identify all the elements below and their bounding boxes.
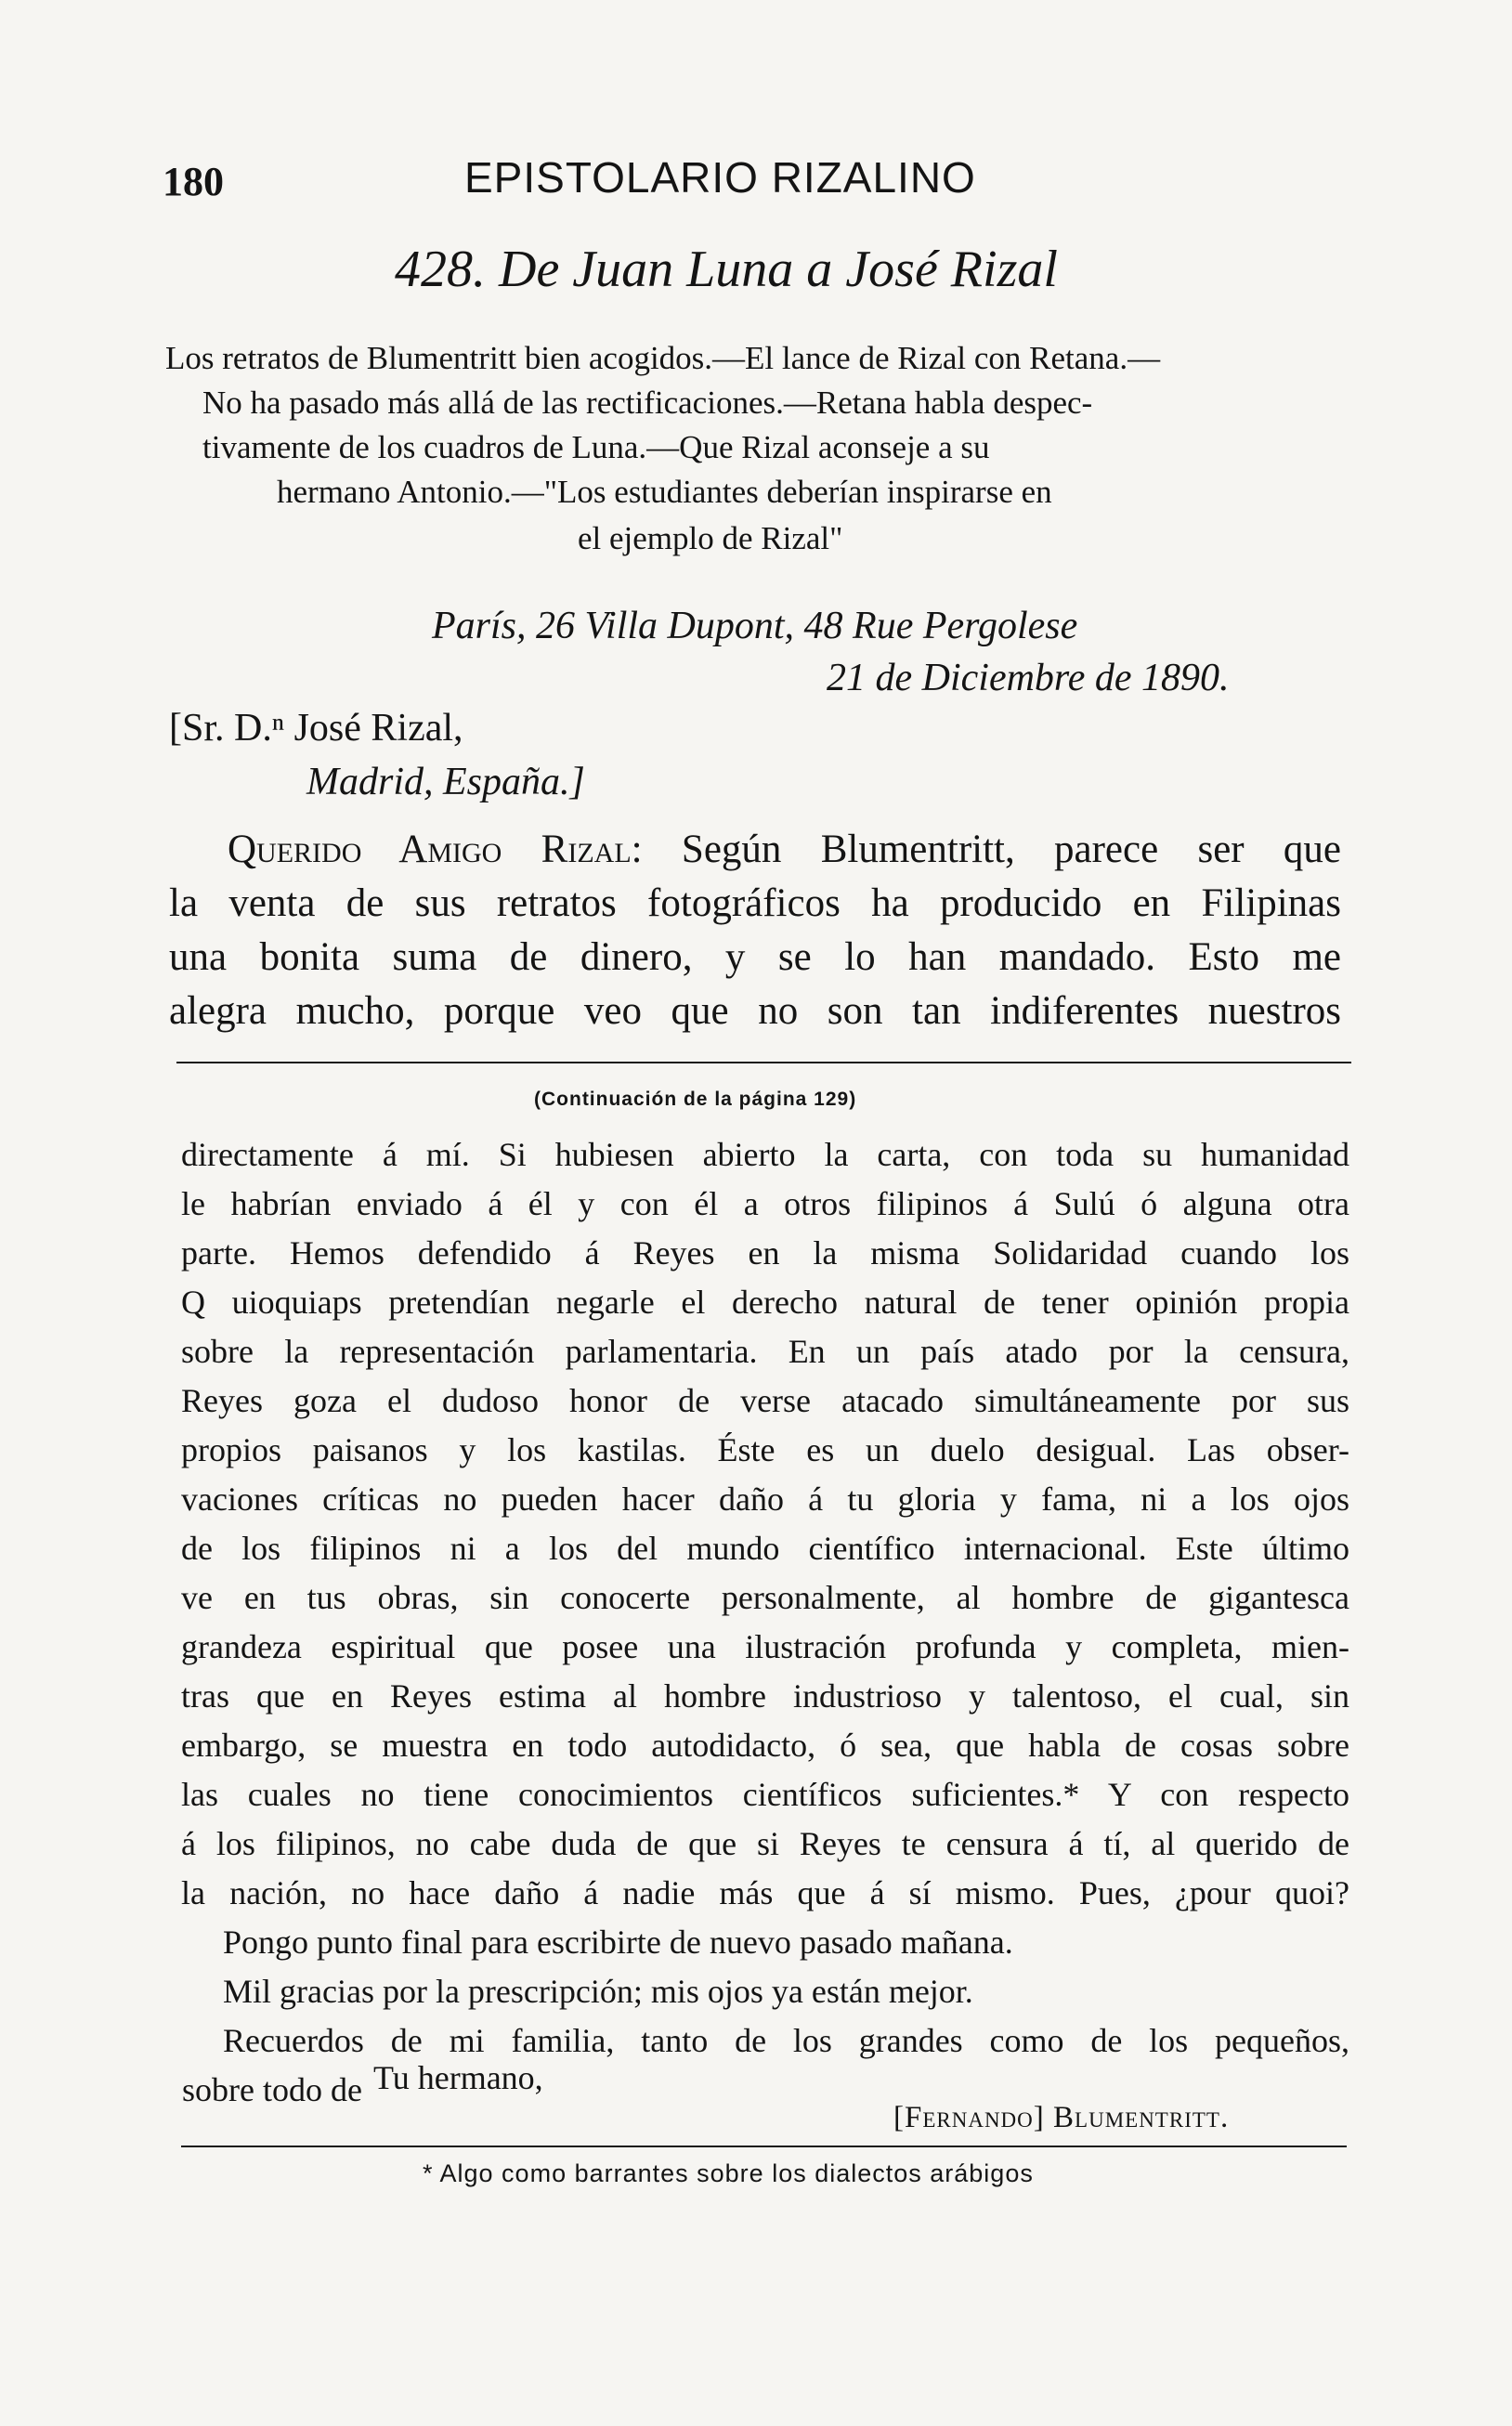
summary-line: Los retratos de Blumentritt bien acogidos.—El lance de Rizal con Retana.— xyxy=(165,340,1161,376)
text-line: Q uioquiaps pretendían negarle el derecho natural de tener opinión propia xyxy=(181,1284,1349,1321)
letter-title: 428. De Juan Luna a José Rizal xyxy=(395,241,1058,298)
date-line: 21 de Diciembre de 1890. xyxy=(827,657,1230,699)
text-line: la nación, no hace daño á nadie más que á sí mismo. Pues, ¿pour quoi? xyxy=(181,1874,1349,1911)
summary-line: hermano Antonio.—"Los estudiantes deberían inspirarse en xyxy=(277,474,1052,510)
opening-text: Según Blumentritt, parece ser que xyxy=(681,828,1342,871)
running-title: EPISTOLARIO RIZALINO xyxy=(464,153,976,202)
footnote: * Algo como barrantes sobre los dialectos arábigos xyxy=(423,2159,1034,2187)
text-line: embargo, se muestra en todo autodidacto, ó sea, que habla de cosas sobre xyxy=(181,1727,1349,1764)
continuation-note: (Continuación de la página 129) xyxy=(534,1089,857,1110)
signature-name: [Fernando] Blumentritt. xyxy=(893,2101,1230,2134)
footnote-rule xyxy=(181,2146,1347,2147)
text-line: propios paisanos y los kastilas. Éste es un duelo desigual. Las obser- xyxy=(181,1431,1349,1468)
opening-line: la venta de sus retratos fotográficos ha producido en Filipinas xyxy=(169,881,1341,925)
text-line: vaciones críticas no pueden hacer daño á tu gloria y fama, ni a los ojos xyxy=(181,1480,1349,1518)
text-line: Reyes goza el dudoso honor de verse atacado simultáneamente por sus xyxy=(181,1382,1349,1419)
text-line: á los filipinos, no cabe duda de que si Reyes te censura á tí, al querido de xyxy=(181,1825,1349,1862)
text-line: grandeza espiritual que posee una ilustración profunda y completa, mien- xyxy=(181,1628,1349,1665)
text-line: sobre la representación parlamentaria. En un país atado por la censura, xyxy=(181,1333,1349,1370)
summary-line: el ejemplo de Rizal" xyxy=(578,520,843,556)
text-line: ve en tus obras, sin conocerte personalmente, al hombre de gigantesca xyxy=(181,1579,1349,1616)
text-line: directamente á mí. Si hubiesen abierto la carta, con toda su humanidad xyxy=(181,1136,1349,1173)
closing-paragraph: Recuerdos de mi familia, tanto de los grandes como de los pequeños, xyxy=(223,2022,1349,2059)
text-line: parte. Hemos defendido á Reyes en la misma Solidaridad cuando los xyxy=(181,1234,1349,1272)
summary-line: tivamente de los cuadros de Luna.—Que Rizal aconseje a su xyxy=(202,429,990,465)
divider-rule xyxy=(176,1062,1351,1063)
signature-closing: Tu hermano, xyxy=(373,2059,543,2096)
summary-line: No ha pasado más allá de las rectificaciones.—Retana habla despec- xyxy=(202,385,1093,421)
closing-tail-line: sobre todo de xyxy=(182,2071,362,2108)
closing-paragraph: Pongo punto final para escribirte de nuevo pasado mañana. xyxy=(223,1924,1013,1961)
addressee-place: Madrid, España.] xyxy=(306,761,585,803)
addressee-line-1: [Sr. D.ⁿ José Rizal, xyxy=(169,707,463,750)
text-line: de los filipinos ni a los del mundo científico internacional. Este último xyxy=(181,1530,1349,1567)
addressee-name xyxy=(169,706,463,750)
opening-line: alegra mucho, porque veo que no son tan indiferentes nuestros xyxy=(169,989,1341,1033)
opening-line-1 xyxy=(228,827,1341,872)
text-line: las cuales no tiene conocimientos científicos suficientes.* Y con respecto xyxy=(181,1776,1349,1813)
place-line: París, 26 Villa Dupont, 48 Rue Pergolese xyxy=(432,605,1078,647)
text-line: tras que en Reyes estima al hombre industrioso y talentoso, el cual, sin xyxy=(181,1677,1349,1715)
opening-line: una bonita suma de dinero, y se lo han mandado. Esto me xyxy=(169,935,1341,979)
salutation: Querido Amigo Rizal: xyxy=(228,828,643,871)
closing-paragraph: Mil gracias por la prescripción; mis ojos ya están mejor. xyxy=(223,1973,973,2010)
page-number: 180 xyxy=(163,159,224,204)
text-line: le habrían enviado á él y con él a otros filipinos á Sulú ó alguna otra xyxy=(181,1185,1349,1222)
